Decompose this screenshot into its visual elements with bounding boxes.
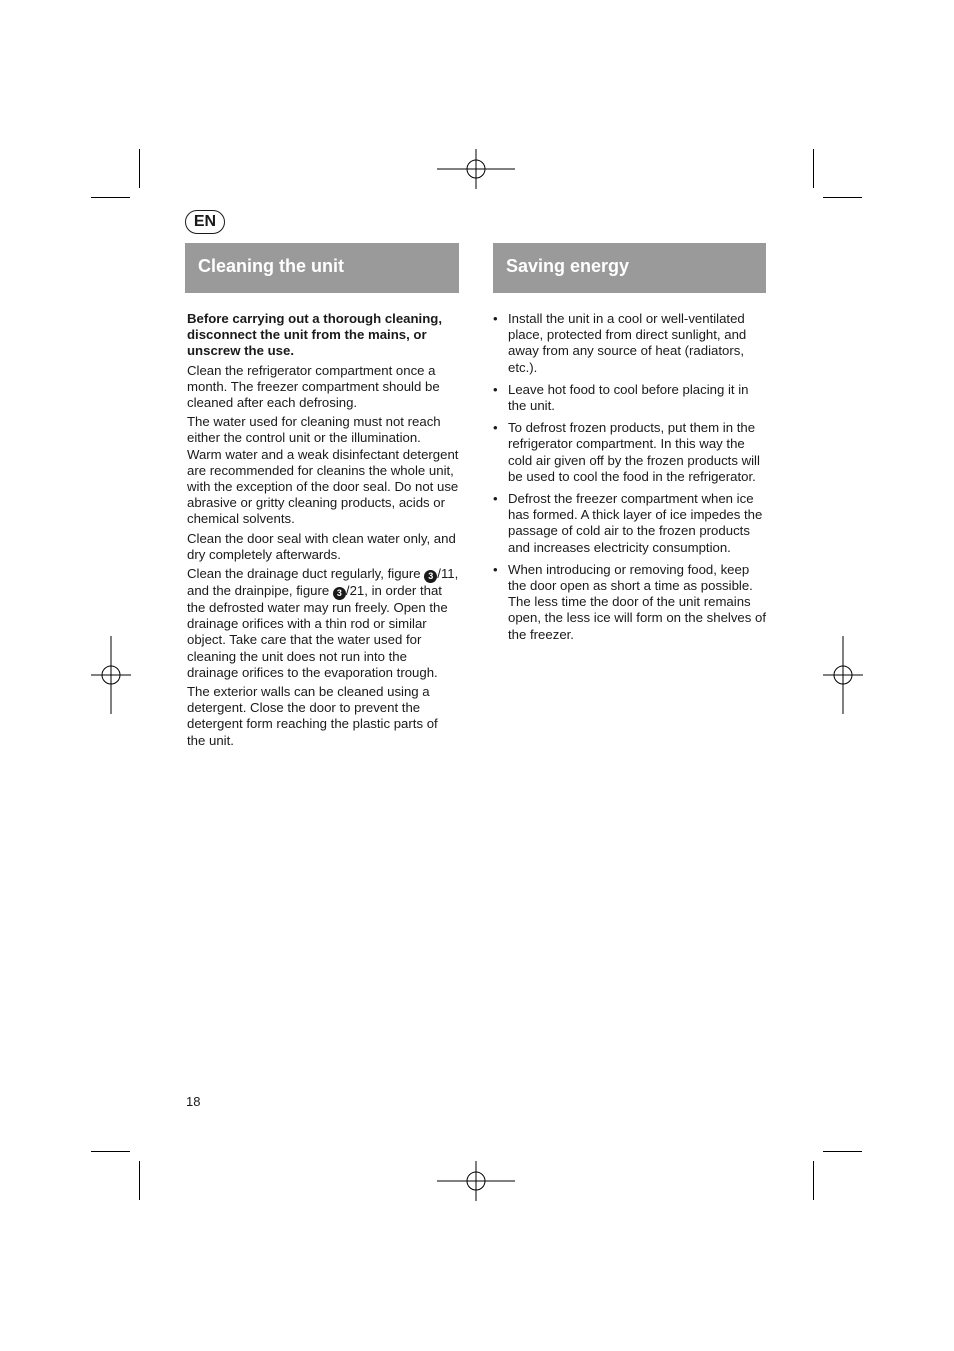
crop-mark-bottom-right-h bbox=[823, 1151, 862, 1152]
page-number: 18 bbox=[186, 1094, 201, 1109]
list-item bbox=[493, 491, 767, 556]
crop-mark-bottom-left-v bbox=[139, 1161, 140, 1200]
crop-mark-bottom-right-v bbox=[813, 1161, 814, 1200]
section-title-cleaning: Cleaning the unit bbox=[198, 256, 344, 276]
language-badge: EN bbox=[185, 210, 225, 234]
drainage-text: /21, in order that the defrosted water may run freely. Open the drainage orifices with a thin rod or similar object. Take care that the water used for cleaning the unit does not run into the drainage orifices to the evaporation trough. bbox=[187, 583, 448, 680]
bullet-icon: • bbox=[493, 311, 498, 326]
crop-mark-top-left-h bbox=[91, 197, 130, 198]
drainage-text: Clean the drainage duct regularly, figure bbox=[187, 566, 421, 582]
cleaning-warning: Before carrying out a thorough cleaning, disconnect the unit from the mains, or unscrew the use. bbox=[187, 311, 442, 359]
registration-mark-top bbox=[437, 149, 515, 189]
figure-number-badge: 3 bbox=[333, 587, 346, 600]
list-item bbox=[493, 382, 767, 414]
registration-mark-right bbox=[823, 636, 863, 714]
crop-mark-top-left-v bbox=[139, 149, 140, 188]
crop-mark-bottom-left-h bbox=[91, 1151, 130, 1152]
list-item bbox=[493, 311, 767, 376]
bullet-icon: • bbox=[493, 420, 498, 436]
bullet-icon: • bbox=[493, 381, 498, 397]
bullet-icon: • bbox=[493, 561, 498, 577]
list-item-text: Install the unit in a cool or well-ventilated place, protected from direct sunlight, and away from any source of heat (radiators, etc.). bbox=[508, 311, 747, 375]
cleaning-paragraph-drainage bbox=[187, 566, 459, 681]
cleaning-paragraph: The water used for cleaning must not reach either the control unit or the illumination. Warm water and a weak disinfectant detergent are recommended for cleanins the whole unit, with the exception of the door seal. Do not use abrasive or gritty cleaning products, acids or chemical solvents. bbox=[187, 414, 459, 527]
registration-mark-left bbox=[91, 636, 131, 714]
list-item-text: When introducing or removing food, keep the door open as short a time as possible. The less time the door of the unit remains open, the less ice will form on the shelves of the freezer. bbox=[508, 561, 767, 642]
section-header-saving-energy bbox=[493, 243, 766, 293]
list-item bbox=[493, 562, 767, 643]
cleaning-column bbox=[187, 311, 459, 752]
registration-mark-bottom bbox=[437, 1161, 515, 1201]
section-header-cleaning bbox=[185, 243, 459, 293]
cleaning-paragraph: The exterior walls can be cleaned using a detergent. Close the door to prevent the detergent form reaching the plastic parts of the unit. bbox=[187, 684, 438, 748]
cleaning-paragraph: Clean the refrigerator compartment once a month. The freezer compartment should be cleaned after each defrosing. bbox=[187, 362, 440, 411]
section-title-saving-energy: Saving energy bbox=[506, 256, 630, 276]
figure-number-badge: 3 bbox=[424, 570, 437, 583]
saving-energy-column bbox=[493, 311, 767, 649]
cleaning-paragraph: Clean the door seal with clean water only, and dry completely afterwards. bbox=[187, 530, 456, 562]
list-item-text: To defrost frozen products, put them in the refrigerator compartment. In this way the cold air given off by the frozen products will be used to cool the food in the refrigerator. bbox=[508, 420, 760, 484]
drainage-text: /11, and the drainpipe, figure bbox=[187, 566, 459, 599]
list-item bbox=[493, 420, 767, 485]
saving-energy-list bbox=[493, 311, 767, 643]
list-item-text: Leave hot food to cool before placing it in the unit. bbox=[508, 381, 749, 414]
crop-mark-top-right-v bbox=[813, 149, 814, 188]
crop-mark-top-right-h bbox=[823, 197, 862, 198]
bullet-icon: • bbox=[493, 491, 498, 507]
list-item-text: Defrost the freezer compartment when ice has formed. A thick layer of ice impedes the passage of cold air to the frozen products and increases electricity consumption. bbox=[508, 491, 763, 555]
